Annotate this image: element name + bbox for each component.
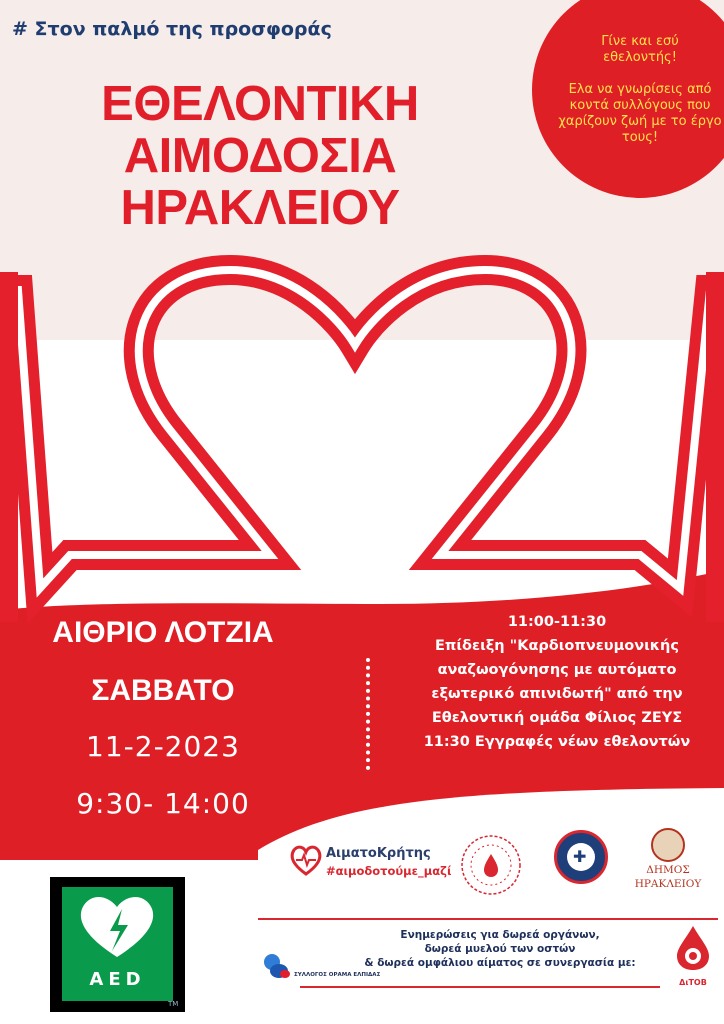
- municipal-emblem-icon: [651, 828, 685, 862]
- aimatokritis-name: ΑιματοΚρήτης: [326, 846, 431, 861]
- event-venue: ΑΙΘΡΙΟ ΛΟΤΖΙΑ: [52, 616, 274, 649]
- aed-sign: [50, 877, 185, 1012]
- cross-icon: ✚: [573, 847, 587, 866]
- filios-zeus-team-logo: [554, 830, 608, 884]
- event-day: ΣΑΒΒΑΤΟ: [91, 674, 235, 707]
- orama-elpidas-logo: [258, 950, 381, 988]
- heart-pulse-icon: [288, 842, 324, 878]
- event-date: 11-2-2023: [86, 730, 240, 763]
- callout-heading: Γίνε και εσύ εθελοντής!: [601, 34, 679, 65]
- aimatokritis-logo: [288, 842, 452, 882]
- hashtag-slogan: # Στον παλμό της προσφοράς: [12, 18, 332, 40]
- event-details: [32, 616, 294, 820]
- schedule-line-3: αναζωογόνησης με αυτόματο: [437, 662, 677, 678]
- blood-drop-icon: [673, 924, 713, 972]
- title-line-3: ΗΡΑΚΛΕΙΟΥ: [120, 181, 400, 235]
- orama-elpidas-name: ΣΥΛΛΟΓΟΣ ΟΡΑΜΑ ΕΛΠΙΔΑΣ: [294, 972, 381, 978]
- blood-donors-association-logo: [460, 834, 522, 896]
- aed-heart-icon: [62, 887, 173, 967]
- callout-body: Ελα να γνωρίσεις από κοντά συλλόγους που χαρίζουν ζωή με το έργο τους!: [558, 82, 722, 145]
- schedule-line-1: 11:00-11:30: [507, 614, 607, 630]
- title-line-1: ΕΘΕΛΟΝΤΙΚΗ: [101, 77, 419, 131]
- divider-line-top: [258, 918, 718, 920]
- dimos-irakleiou-logo: [628, 828, 708, 892]
- ditob-logo: [670, 924, 716, 1018]
- event-schedule: [392, 610, 722, 754]
- aed-label: AED: [89, 969, 146, 990]
- title-line-2: ΑΙΜΟΔΟΣΙΑ: [123, 129, 397, 183]
- trademark-mark: TM: [168, 1000, 179, 1008]
- dotted-divider: [366, 658, 374, 770]
- info-line-3: & δωρεά ομφάλιου αίματος σε συνεργασία με:: [364, 957, 636, 969]
- dimos-line-1: ΔΗΜΟΣ: [646, 864, 690, 876]
- info-line-1: Ενημερώσεις για δωρεά οργάνων,: [400, 929, 600, 941]
- ditob-name: ΔιΤΟΒ: [679, 978, 707, 987]
- schedule-line-4: εξωτερικό απινιδωτή" από την: [431, 686, 683, 702]
- event-time: 9:30- 14:00: [76, 787, 250, 820]
- info-line-2: δωρεά μυελού των οστών: [424, 943, 576, 955]
- donation-info-text: [340, 928, 660, 970]
- aimatokritis-hashtag: #αιμοδοτούμε_μαζί: [326, 864, 452, 878]
- schedule-line-6: 11:30 Εγγραφές νέων εθελοντών: [423, 734, 691, 750]
- event-title: [40, 78, 480, 234]
- schedule-line-5: Εθελοντική ομάδα Φίλιος ΖΕΥΣ: [431, 710, 683, 726]
- dimos-line-2: ΗΡΑΚΛΕΙΟΥ: [634, 878, 702, 890]
- schedule-line-2: Επίδειξη "Καρδιοπνευμονικής: [435, 638, 679, 654]
